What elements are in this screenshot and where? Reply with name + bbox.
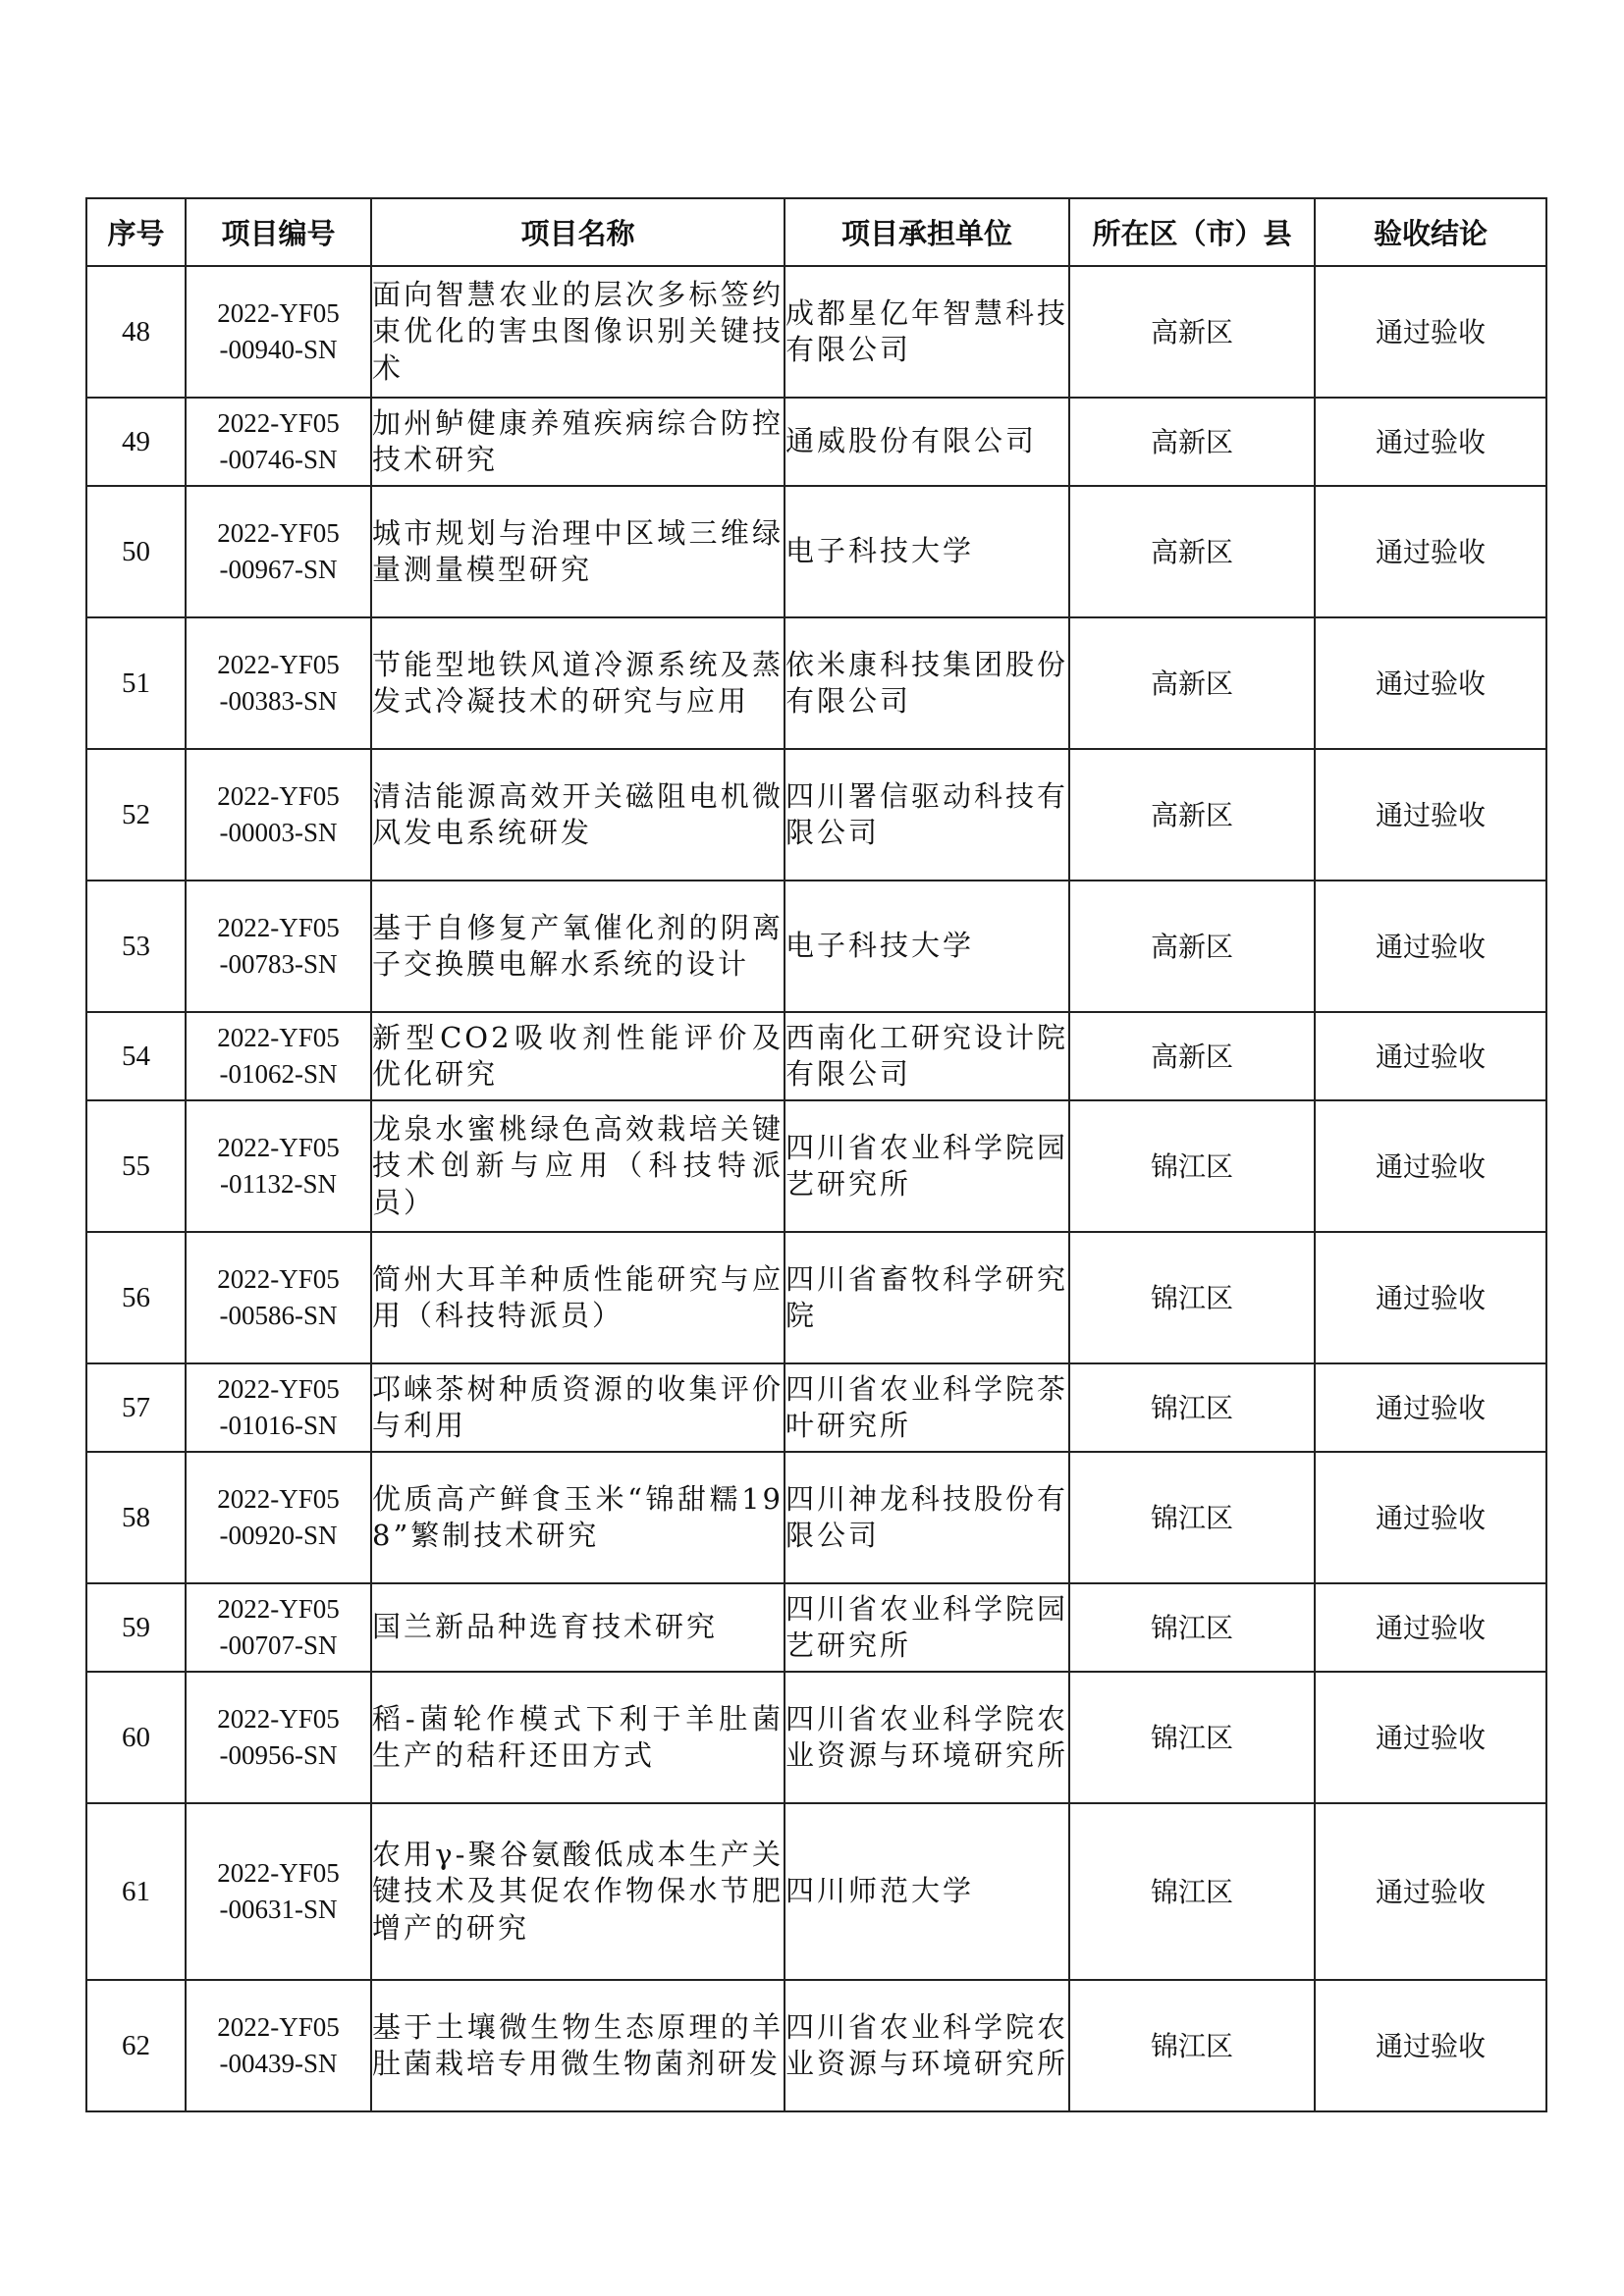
acceptance-result: 通过验收	[1315, 266, 1546, 398]
project-code: 2022-YF05 -00586-SN	[186, 1232, 371, 1363]
project-code: 2022-YF05 -00940-SN	[186, 266, 371, 398]
district: 锦江区	[1069, 1583, 1315, 1672]
header-row	[86, 198, 1546, 266]
row-number: 49	[86, 398, 186, 486]
project-code: 2022-YF05 -00967-SN	[186, 486, 371, 617]
acceptance-result: 通过验收	[1315, 1583, 1546, 1672]
project-name: 清洁能源高效开关磁阻电机微风发电系统研发	[371, 749, 785, 881]
project-unit: 四川省畜牧科学研究院	[785, 1232, 1069, 1363]
district: 锦江区	[1069, 1363, 1315, 1452]
header-district: 所在区（市）县	[1069, 198, 1315, 266]
header-code: 项目编号	[186, 198, 371, 266]
acceptance-result: 通过验收	[1315, 881, 1546, 1012]
district: 锦江区	[1069, 1452, 1315, 1583]
project-name: 稻-菌轮作模式下利于羊肚菌生产的秸秆还田方式	[371, 1672, 785, 1803]
project-name: 节能型地铁风道冷源系统及蒸发式冷凝技术的研究与应用	[371, 617, 785, 749]
project-name: 城市规划与治理中区域三维绿量测量模型研究	[371, 486, 785, 617]
project-name: 邛崃茶树种质资源的收集评价与利用	[371, 1363, 785, 1452]
project-code: 2022-YF05 -00707-SN	[186, 1583, 371, 1672]
project-unit: 电子科技大学	[785, 486, 1069, 617]
project-name: 基于土壤微生物生态原理的羊肚菌栽培专用微生物菌剂研发	[371, 1980, 785, 2111]
project-unit: 四川署信驱动科技有限公司	[785, 749, 1069, 881]
acceptance-result: 通过验收	[1315, 1452, 1546, 1583]
table-row	[86, 617, 1546, 749]
header-no: 序号	[86, 198, 186, 266]
table-row	[86, 398, 1546, 486]
project-unit: 四川省农业科学院茶叶研究所	[785, 1363, 1069, 1452]
project-name: 农用γ-聚谷氨酸低成本生产关键技术及其促农作物保水节肥增产的研究	[371, 1803, 785, 1980]
row-number: 48	[86, 266, 186, 398]
district: 高新区	[1069, 749, 1315, 881]
project-name: 国兰新品种选育技术研究	[371, 1583, 785, 1672]
row-number: 52	[86, 749, 186, 881]
project-code: 2022-YF05 -00956-SN	[186, 1672, 371, 1803]
district: 锦江区	[1069, 1672, 1315, 1803]
table-row	[86, 881, 1546, 1012]
project-name: 优质高产鲜食玉米“锦甜糯198”繁制技术研究	[371, 1452, 785, 1583]
project-code: 2022-YF05 -00920-SN	[186, 1452, 371, 1583]
table-row	[86, 1583, 1546, 1672]
project-unit: 依米康科技集团股份有限公司	[785, 617, 1069, 749]
row-number: 50	[86, 486, 186, 617]
table-row	[86, 1100, 1546, 1232]
district: 锦江区	[1069, 1232, 1315, 1363]
acceptance-table	[85, 197, 1547, 2112]
row-number: 55	[86, 1100, 186, 1232]
row-number: 57	[86, 1363, 186, 1452]
project-code: 2022-YF05 -00631-SN	[186, 1803, 371, 1980]
acceptance-result: 通过验收	[1315, 749, 1546, 881]
project-code: 2022-YF05 -01132-SN	[186, 1100, 371, 1232]
project-code: 2022-YF05 -01016-SN	[186, 1363, 371, 1452]
acceptance-result: 通过验收	[1315, 1232, 1546, 1363]
table-row	[86, 486, 1546, 617]
row-number: 59	[86, 1583, 186, 1672]
project-code: 2022-YF05 -00783-SN	[186, 881, 371, 1012]
table-row	[86, 1012, 1546, 1100]
table-row	[86, 1363, 1546, 1452]
row-number: 54	[86, 1012, 186, 1100]
project-unit: 通威股份有限公司	[785, 398, 1069, 486]
header-result: 验收结论	[1315, 198, 1546, 266]
table-row	[86, 1232, 1546, 1363]
district: 高新区	[1069, 881, 1315, 1012]
table-row	[86, 266, 1546, 398]
district: 高新区	[1069, 617, 1315, 749]
project-name: 龙泉水蜜桃绿色高效栽培关键技术创新与应用（科技特派员）	[371, 1100, 785, 1232]
table-row	[86, 1803, 1546, 1980]
project-unit: 电子科技大学	[785, 881, 1069, 1012]
district: 锦江区	[1069, 1980, 1315, 2111]
district: 锦江区	[1069, 1803, 1315, 1980]
row-number: 58	[86, 1452, 186, 1583]
row-number: 61	[86, 1803, 186, 1980]
table-row	[86, 1980, 1546, 2111]
project-code: 2022-YF05 -00383-SN	[186, 617, 371, 749]
acceptance-result: 通过验收	[1315, 1803, 1546, 1980]
project-unit: 四川师范大学	[785, 1803, 1069, 1980]
acceptance-result: 通过验收	[1315, 1012, 1546, 1100]
acceptance-result: 通过验收	[1315, 486, 1546, 617]
header-unit: 项目承担单位	[785, 198, 1069, 266]
project-code: 2022-YF05 -00746-SN	[186, 398, 371, 486]
district: 高新区	[1069, 1012, 1315, 1100]
project-code: 2022-YF05 -00439-SN	[186, 1980, 371, 2111]
row-number: 62	[86, 1980, 186, 2111]
acceptance-result: 通过验收	[1315, 617, 1546, 749]
district: 锦江区	[1069, 1100, 1315, 1232]
table-row	[86, 749, 1546, 881]
project-name: 加州鲈健康养殖疾病综合防控技术研究	[371, 398, 785, 486]
acceptance-result: 通过验收	[1315, 1672, 1546, 1803]
acceptance-result: 通过验收	[1315, 1363, 1546, 1452]
table-row	[86, 1452, 1546, 1583]
row-number: 51	[86, 617, 186, 749]
row-number: 53	[86, 881, 186, 1012]
project-name: 新型CO2吸收剂性能评价及优化研究	[371, 1012, 785, 1100]
project-name: 简州大耳羊种质性能研究与应用（科技特派员）	[371, 1232, 785, 1363]
district: 高新区	[1069, 266, 1315, 398]
row-number: 56	[86, 1232, 186, 1363]
header-name: 项目名称	[371, 198, 785, 266]
acceptance-result: 通过验收	[1315, 398, 1546, 486]
acceptance-result: 通过验收	[1315, 1980, 1546, 2111]
project-unit: 西南化工研究设计院有限公司	[785, 1012, 1069, 1100]
project-unit: 四川省农业科学院园艺研究所	[785, 1583, 1069, 1672]
acceptance-result: 通过验收	[1315, 1100, 1546, 1232]
district: 高新区	[1069, 398, 1315, 486]
project-name: 面向智慧农业的层次多标签约束优化的害虫图像识别关键技术	[371, 266, 785, 398]
project-unit: 四川省农业科学院农业资源与环境研究所	[785, 1672, 1069, 1803]
district: 高新区	[1069, 486, 1315, 617]
row-number: 60	[86, 1672, 186, 1803]
project-name: 基于自修复产氧催化剂的阴离子交换膜电解水系统的设计	[371, 881, 785, 1012]
project-unit: 成都星亿年智慧科技有限公司	[785, 266, 1069, 398]
project-unit: 四川省农业科学院农业资源与环境研究所	[785, 1980, 1069, 2111]
project-unit: 四川省农业科学院园艺研究所	[785, 1100, 1069, 1232]
project-code: 2022-YF05 -01062-SN	[186, 1012, 371, 1100]
table-row	[86, 1672, 1546, 1803]
project-unit: 四川神龙科技股份有限公司	[785, 1452, 1069, 1583]
project-code: 2022-YF05 -00003-SN	[186, 749, 371, 881]
